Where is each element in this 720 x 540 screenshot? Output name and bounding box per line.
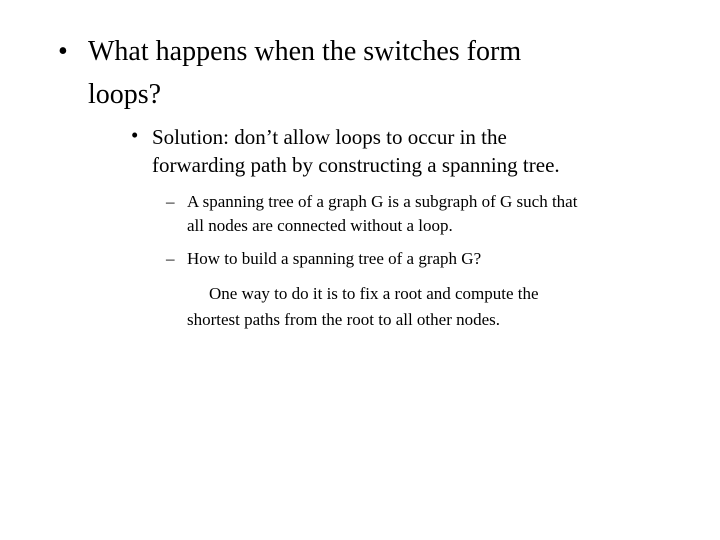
bullet-level1-line2: loops?	[88, 79, 162, 110]
bullet-level3a-line2: all nodes are connected without a loop.	[187, 216, 453, 235]
answer-paragraph-line1: One way to do it is to fix a root and compute the	[209, 284, 539, 303]
dash-marker: –	[166, 192, 175, 211]
bullet-marker: •	[131, 123, 139, 147]
dash-marker: –	[166, 249, 175, 268]
bullet-marker: •	[58, 36, 68, 67]
bullet-level3b-line1: How to build a spanning tree of a graph G?	[187, 249, 482, 268]
bullet-level2-line2: forwarding path by constructing a spanning tree.	[152, 153, 560, 177]
bullet-level1-line1: What happens when the switches form	[88, 36, 522, 67]
bullet-level3a-line1: A spanning tree of a graph G is a subgraph of G such that	[187, 192, 578, 211]
bullet-level2-line1: Solution: don’t allow loops to occur in the	[152, 125, 507, 149]
answer-paragraph-line2: shortest paths from the root to all other nodes.	[187, 310, 501, 329]
